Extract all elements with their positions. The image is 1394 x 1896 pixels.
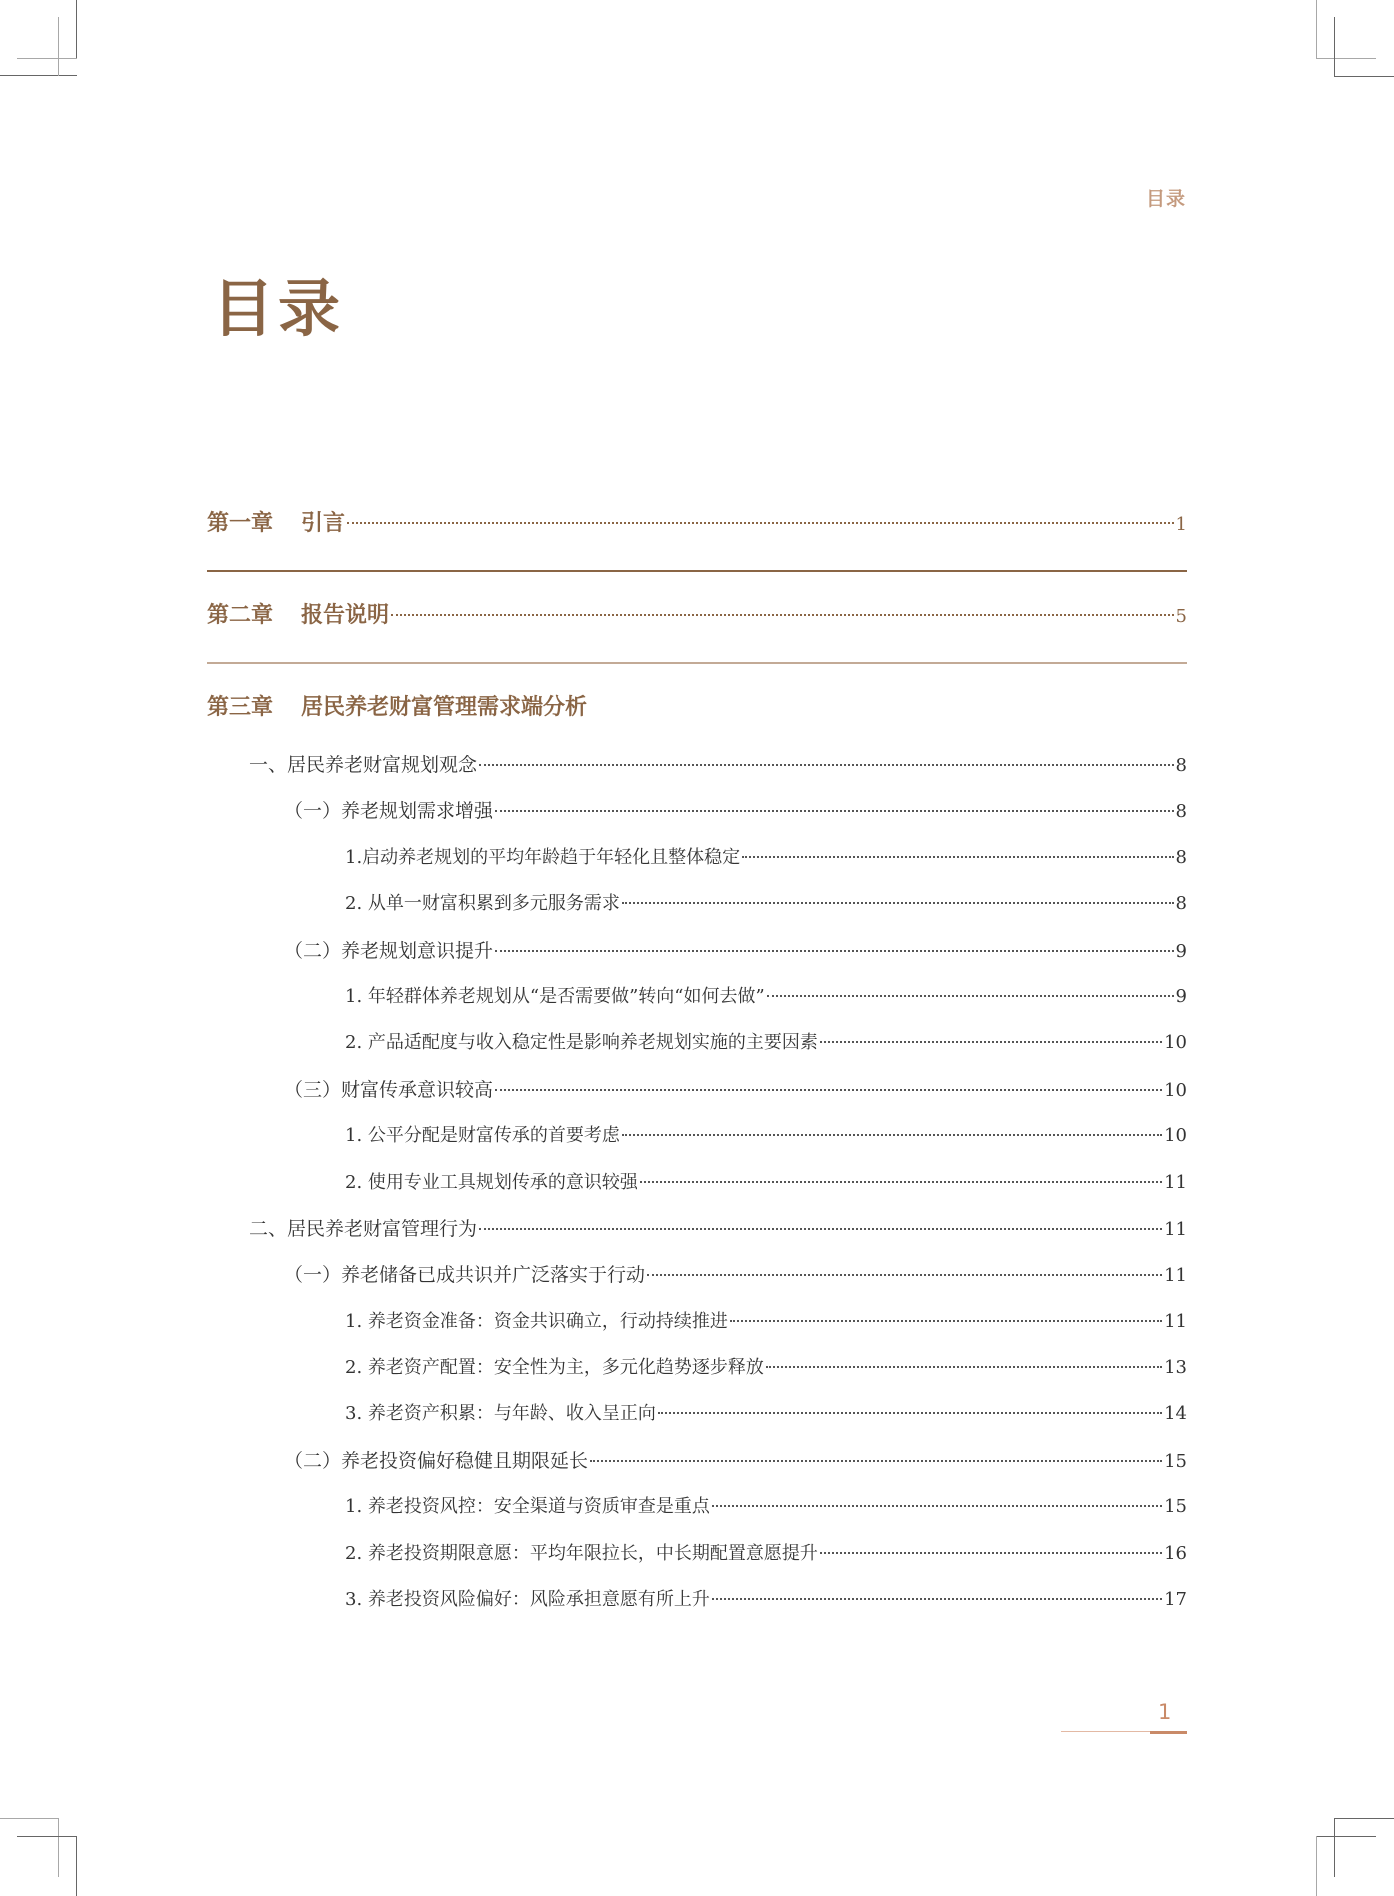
dot-leader bbox=[767, 995, 1174, 997]
page-number: 8 bbox=[1175, 846, 1187, 868]
entry-title: 2. 养老投资期限意愿：平均年限拉长，中长期配置意愿提升 bbox=[345, 1542, 818, 1564]
page-number: 13 bbox=[1164, 1357, 1187, 1379]
page-number: 10 bbox=[1164, 1032, 1187, 1054]
toc-entry[interactable] bbox=[207, 1260, 1187, 1306]
entry-title: （一）养老规划需求增强 bbox=[284, 800, 494, 823]
page-title: 目录 bbox=[212, 272, 345, 345]
dot-leader bbox=[391, 614, 1174, 616]
dot-leader bbox=[766, 1366, 1162, 1368]
page-number: 9 bbox=[1175, 985, 1187, 1007]
page-number: 15 bbox=[1164, 1450, 1187, 1472]
page-number: 11 bbox=[1164, 1171, 1187, 1193]
dot-leader bbox=[495, 810, 1174, 812]
table-of-contents bbox=[207, 506, 1187, 1631]
toc-entry[interactable] bbox=[207, 796, 1187, 842]
dot-leader bbox=[820, 1552, 1162, 1554]
dot-leader bbox=[590, 1460, 1162, 1462]
dot-leader bbox=[647, 1274, 1162, 1276]
dot-leader bbox=[658, 1412, 1162, 1414]
dot-leader bbox=[347, 522, 1174, 524]
chapter-divider bbox=[207, 662, 1187, 664]
toc-entry[interactable] bbox=[207, 1121, 1187, 1167]
page-number: 10 bbox=[1164, 1125, 1187, 1147]
entry-title: 2. 产品适配度与收入稳定性是影响养老规划实施的主要因素 bbox=[345, 1032, 818, 1054]
toc-entry[interactable] bbox=[207, 1399, 1187, 1445]
dot-leader bbox=[479, 764, 1174, 766]
footer-rule bbox=[1061, 1731, 1151, 1732]
crop-mark-top-left bbox=[0, 0, 80, 80]
chapter-title: 居民养老财富管理需求端分析 bbox=[301, 694, 588, 720]
dot-leader bbox=[495, 950, 1174, 952]
toc-entry[interactable] bbox=[207, 889, 1187, 935]
running-head: 目录 bbox=[1145, 188, 1186, 210]
page-number: 10 bbox=[1164, 1079, 1187, 1101]
page-number: 14 bbox=[1164, 1403, 1187, 1425]
footer-page-number: 1 bbox=[1158, 1700, 1172, 1724]
toc-entry[interactable] bbox=[207, 1307, 1187, 1353]
page-number: 8 bbox=[1175, 801, 1187, 823]
entry-title: 2. 从单一财富积累到多元服务需求 bbox=[345, 893, 620, 915]
page-number: 1 bbox=[1175, 514, 1187, 535]
dot-leader bbox=[495, 1089, 1162, 1091]
dot-leader bbox=[640, 1181, 1162, 1183]
entry-title: （一）养老储备已成共识并广泛落实于行动 bbox=[284, 1264, 646, 1287]
entry-title: 2. 使用专业工具规划传承的意识较强 bbox=[345, 1171, 638, 1193]
toc-entry[interactable] bbox=[207, 982, 1187, 1028]
chapter-number: 第一章 bbox=[207, 510, 274, 536]
page-number: 11 bbox=[1164, 1265, 1187, 1287]
page-number: 11 bbox=[1164, 1310, 1187, 1332]
page-number: 11 bbox=[1164, 1218, 1187, 1240]
page-number: 8 bbox=[1175, 893, 1187, 915]
page-number: 5 bbox=[1175, 606, 1187, 627]
crop-mark-bottom-right bbox=[1314, 1810, 1394, 1896]
chapter-number: 第三章 bbox=[207, 694, 274, 720]
entry-title: （三）财富传承意识较高 bbox=[284, 1078, 494, 1101]
page-number: 15 bbox=[1164, 1496, 1187, 1518]
toc-entry[interactable] bbox=[207, 1168, 1187, 1214]
chapter-title: 报告说明 bbox=[301, 602, 390, 628]
entry-title: 3. 养老投资风险偏好：风险承担意愿有所上升 bbox=[345, 1589, 710, 1611]
page-number: 9 bbox=[1175, 940, 1187, 962]
entry-title: 1. 年轻群体养老规划从“是否需要做”转向“如何去做” bbox=[345, 985, 765, 1007]
toc-entry[interactable] bbox=[207, 1539, 1187, 1585]
chapter-title: 引言 bbox=[301, 510, 346, 536]
crop-mark-top-right bbox=[1314, 0, 1394, 80]
entry-title: 1. 养老投资风控：安全渠道与资质审查是重点 bbox=[345, 1496, 710, 1518]
toc-entry[interactable] bbox=[207, 1446, 1187, 1492]
page-number: 8 bbox=[1175, 755, 1187, 776]
toc-entry[interactable] bbox=[207, 1492, 1187, 1538]
toc-entry[interactable] bbox=[207, 843, 1187, 889]
footer-rule-accent bbox=[1150, 1731, 1187, 1734]
entry-title: 1. 养老资金准备：资金共识确立，行动持续推进 bbox=[345, 1310, 728, 1332]
toc-chapter-2[interactable] bbox=[207, 598, 1187, 640]
toc-entry[interactable] bbox=[207, 936, 1187, 982]
toc-entry[interactable] bbox=[207, 1028, 1187, 1074]
chapter-divider bbox=[207, 570, 1187, 572]
dot-leader bbox=[730, 1320, 1162, 1322]
dot-leader bbox=[712, 1505, 1162, 1507]
entry-title: 一、居民养老财富规划观念 bbox=[249, 754, 478, 776]
toc-entry[interactable] bbox=[207, 1075, 1187, 1121]
entry-title: 1.启动养老规划的平均年龄趋于年轻化且整体稳定 bbox=[345, 846, 741, 868]
entry-title: （二）养老投资偏好稳健且期限延长 bbox=[284, 1449, 589, 1472]
page-number: 16 bbox=[1164, 1542, 1187, 1564]
dot-leader bbox=[712, 1598, 1162, 1600]
entry-title: 1. 公平分配是财富传承的首要考虑 bbox=[345, 1125, 620, 1147]
toc-entry[interactable] bbox=[207, 750, 1187, 796]
entry-title: 2. 养老资产配置：安全性为主，多元化趋势逐步释放 bbox=[345, 1357, 764, 1379]
entry-title: （二）养老规划意识提升 bbox=[284, 939, 494, 962]
dot-leader bbox=[622, 1134, 1162, 1136]
dot-leader bbox=[479, 1228, 1162, 1230]
toc-entry[interactable] bbox=[207, 1353, 1187, 1399]
entry-title: 3. 养老资产积累：与年龄、收入呈正向 bbox=[345, 1403, 656, 1425]
page-number: 17 bbox=[1164, 1589, 1187, 1611]
toc-chapter-1[interactable] bbox=[207, 506, 1187, 548]
crop-mark-bottom-left bbox=[0, 1810, 80, 1896]
entry-title: 二、居民养老财富管理行为 bbox=[249, 1217, 478, 1240]
dot-leader bbox=[820, 1041, 1162, 1043]
toc-chapter-3[interactable] bbox=[207, 690, 1187, 742]
chapter-number: 第二章 bbox=[207, 602, 274, 628]
dot-leader bbox=[742, 856, 1173, 858]
dot-leader bbox=[622, 902, 1174, 904]
toc-entry[interactable] bbox=[207, 1214, 1187, 1260]
toc-entry[interactable] bbox=[207, 1585, 1187, 1631]
